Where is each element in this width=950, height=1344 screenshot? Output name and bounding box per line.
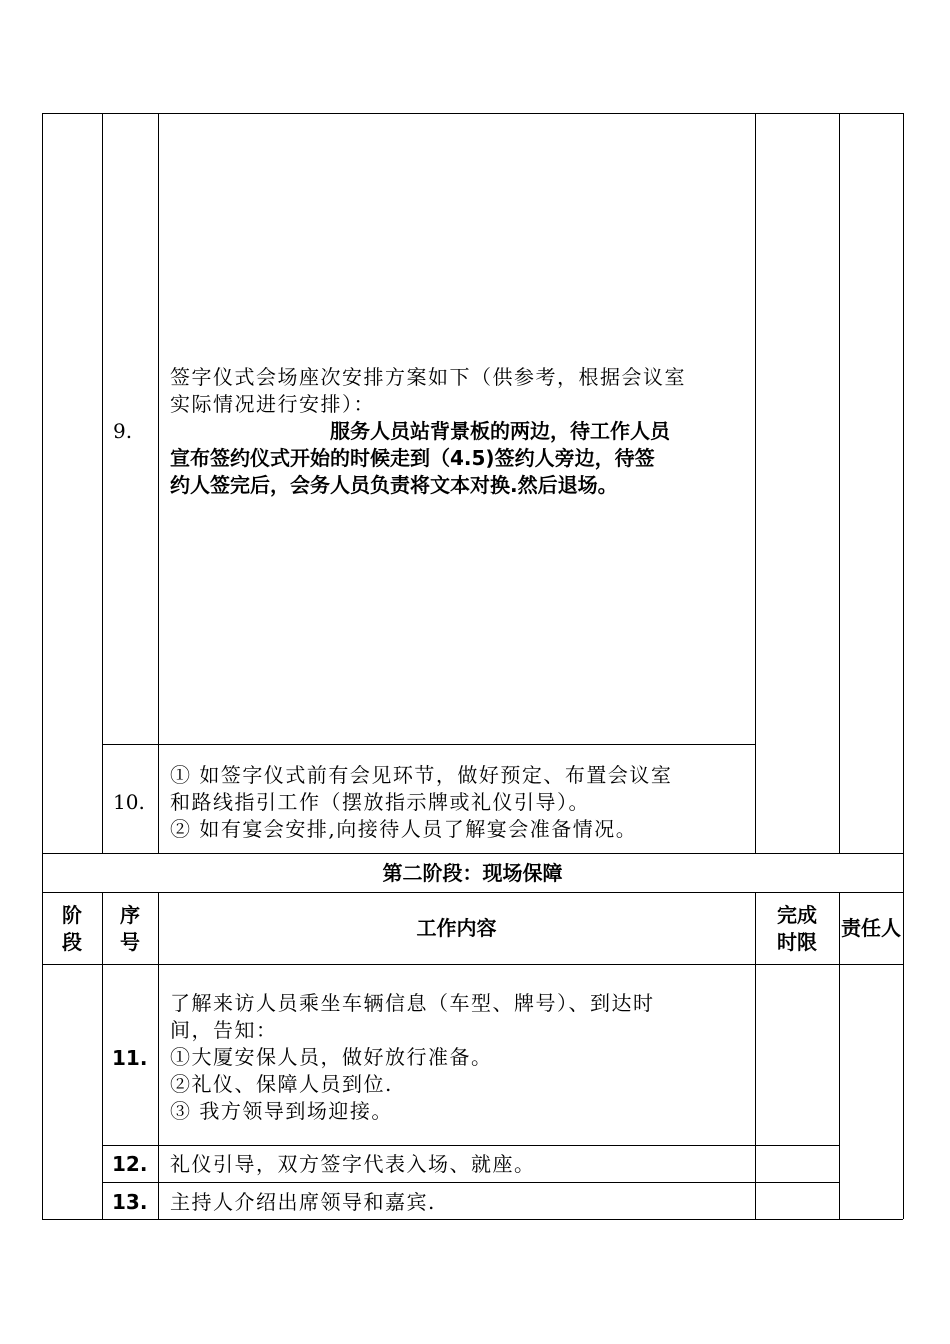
col-divider-number (102, 113, 103, 853)
header-content: 工作内容 (416, 916, 497, 940)
table-border-left (42, 113, 43, 1219)
row-divider (102, 744, 755, 745)
header-stage-line2: 段 (62, 930, 82, 954)
col-divider-owner (839, 113, 840, 853)
section-divider-top (42, 853, 903, 854)
content-line: 实际情况进行安排）： (170, 392, 375, 416)
header-deadline-line1: 完成 (777, 903, 817, 927)
content-line: ②礼仪、保障人员到位. (170, 1072, 393, 1096)
row-number: 13. (112, 1190, 148, 1214)
content-line: 签字仪式会场座次安排方案如下（供参考，根据会议室 (170, 365, 686, 389)
content-line: ①大厦安保人员，做好放行准备。 (170, 1045, 493, 1069)
table-border-bottom (42, 1219, 903, 1220)
col-divider-deadline (755, 113, 756, 853)
content-line: 间，告知： (170, 1018, 278, 1042)
content-line-bold: 服务人员站背景板的两边，待工作人员 (330, 419, 670, 443)
header-deadline-line2: 时限 (777, 930, 817, 954)
header-number-line1: 序 (120, 903, 140, 927)
content-line: 主持人介绍出席领导和嘉宾. (170, 1190, 436, 1214)
content-line: ② 如有宴会安排,向接待人员了解宴会准备情况。 (170, 817, 638, 841)
content-line-bold: 约人签完后，会务人员负责将文本对换.然后退场。 (170, 473, 618, 497)
col-divider-content (158, 113, 159, 853)
row-divider (102, 1145, 839, 1146)
row-number: 10. (113, 790, 145, 814)
row-number: 9. (113, 419, 133, 443)
content-line: 了解来访人员乘坐车辆信息（车型、牌号）、到达时 (170, 991, 655, 1015)
header-stage-line1: 阶 (62, 903, 82, 927)
section-divider-bottom (42, 892, 903, 893)
content-line-bold: 宣布签约仪式开始的时候走到（4.5)签约人旁边，待签 (170, 446, 655, 470)
header-owner: 责任人 (841, 916, 901, 940)
content-line: 和路线指引工作（摆放指示牌或礼仪引导）。 (170, 790, 590, 814)
row-number: 12. (112, 1152, 148, 1176)
table-border-top (42, 113, 903, 114)
row-divider (102, 1182, 839, 1183)
header-divider (42, 964, 903, 965)
content-line: ① 如签字仪式前有会见环节，做好预定、布置会议室 (170, 763, 673, 787)
section-title: 第二阶段：现场保障 (382, 861, 563, 885)
row-number: 11. (112, 1046, 148, 1070)
content-line: ③ 我方领导到场迎接。 (170, 1099, 393, 1123)
header-number-line2: 号 (120, 930, 140, 954)
table-border-right (903, 113, 904, 1219)
content-line: 礼仪引导，双方签字代表入场、就座。 (170, 1152, 536, 1176)
